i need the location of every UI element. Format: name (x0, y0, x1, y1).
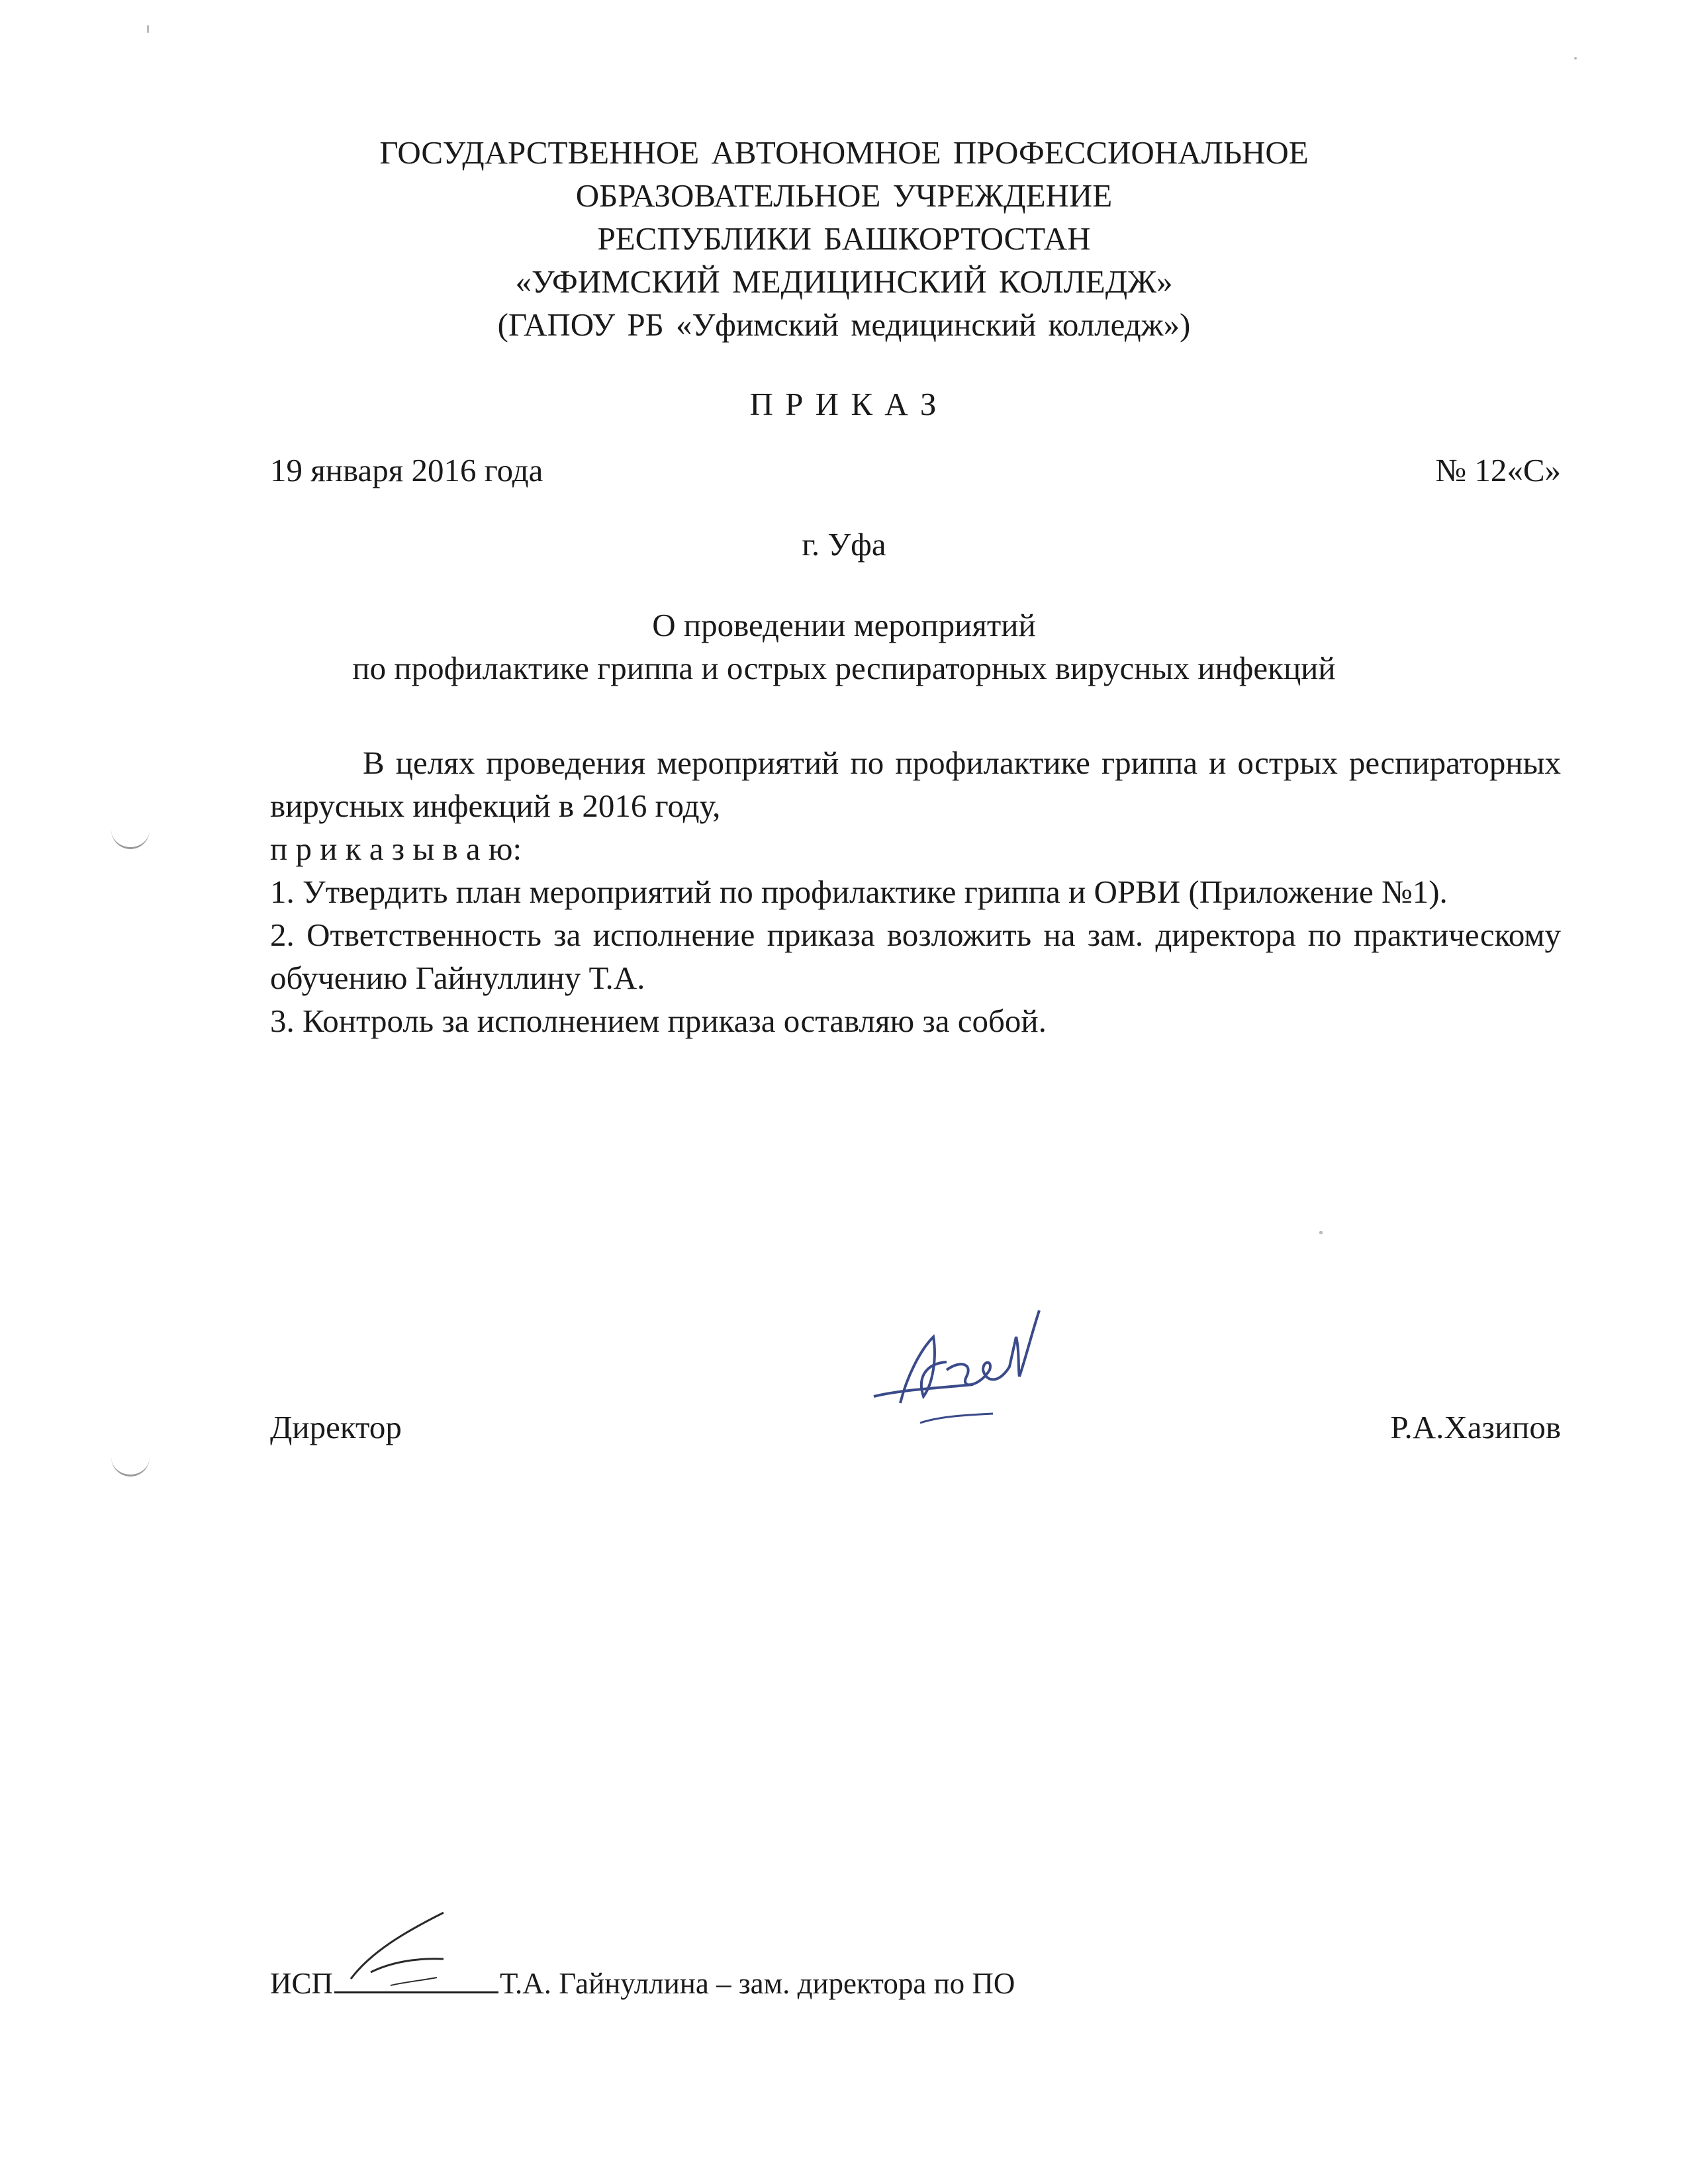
executor-line (270, 1962, 1015, 2003)
order-word: п р и к а з ы в а ю: (270, 831, 522, 867)
scan-speck (1319, 1231, 1323, 1234)
organization-header (199, 131, 1489, 346)
executor-prefix: ИСП (270, 1967, 334, 2000)
subject-line: О проведении мероприятий (652, 607, 1036, 643)
scan-speck (147, 25, 149, 33)
header-line: ГОСУДАРСТВЕННОЕ АВТОНОМНОЕ ПРОФЕССИОНАЛЬНОЕ (379, 134, 1309, 171)
document-title: П Р И К А З (749, 386, 939, 422)
order-body (270, 741, 1561, 1042)
director-signature (861, 1297, 1053, 1436)
punch-hole-mark (111, 827, 150, 849)
header-line: ОБРАЗОВАТЕЛЬНОЕ УЧРЕЖДЕНИЕ (575, 177, 1113, 214)
executor-text: Т.А. Гайнуллина – зам. директора по ПО (500, 1967, 1015, 2000)
order-city: г. Уфа (802, 526, 886, 563)
body-preamble: В целях проведения мероприятий по профилактике гриппа и острых респираторных вирусных инфекций в 2016 году, (270, 745, 1561, 824)
signatory-position: Директор (270, 1409, 402, 1445)
header-line: (ГАПОУ РБ «Уфимский медицинский колледж») (497, 306, 1191, 343)
order-date: 19 января 2016 года (270, 452, 543, 488)
subject-line: по профилактике гриппа и острых респираторных вирусных инфекций (352, 650, 1336, 686)
signature-underline (334, 1962, 498, 1993)
header-line: «УФИМСКИЙ МЕДИЦИНСКИЙ КОЛЛЕДЖ» (515, 263, 1173, 300)
order-item: 1. Утвердить план мероприятий по профилактике гриппа и ОРВИ (Приложение №1). (270, 874, 1448, 910)
header-line: РЕСПУБЛИКИ БАШКОРТОСТАН (597, 220, 1091, 257)
scan-speck (1574, 57, 1577, 60)
order-item: 2. Ответственность за исполнение приказа возложить на зам. директора по практическому обучению Гайнуллину Т.А. (270, 917, 1561, 996)
punch-hole-mark (111, 1455, 150, 1477)
order-number: № 12«С» (1435, 452, 1561, 488)
order-item: 3. Контроль за исполнением приказа оставляю за собой. (270, 1003, 1047, 1039)
order-subject (199, 604, 1489, 690)
signatory-name: Р.А.Хазипов (1390, 1409, 1561, 1445)
